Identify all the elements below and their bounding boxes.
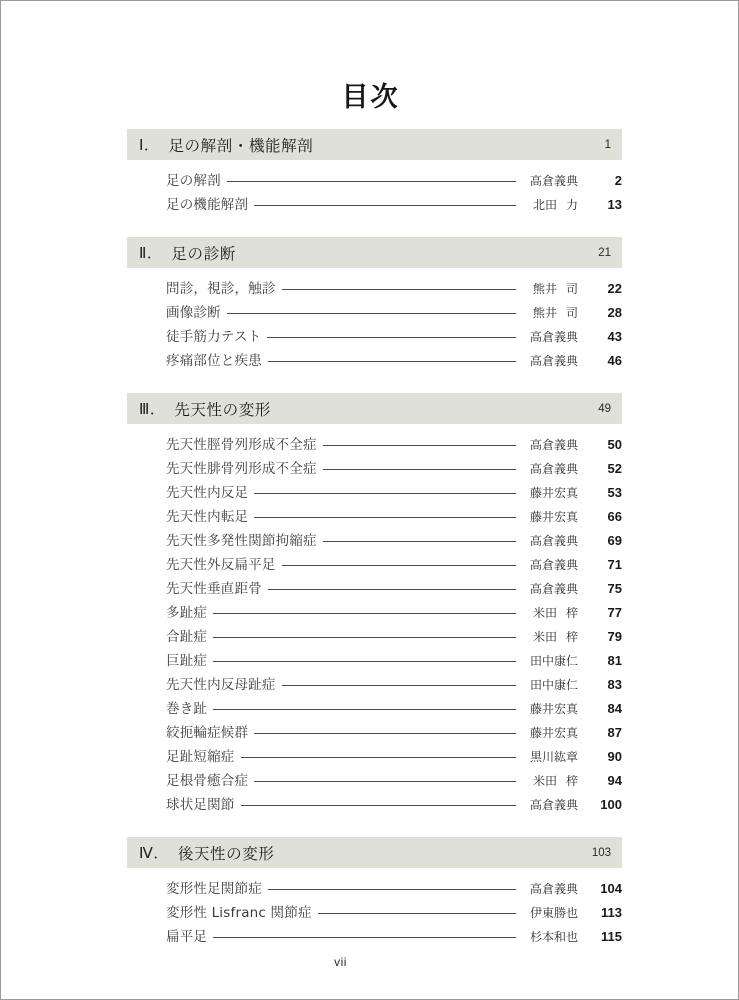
entry-title: 足趾短縮症	[166, 749, 235, 765]
entry-author: 高倉義典	[529, 462, 578, 476]
section-title: 足の診断	[171, 244, 236, 263]
section-title: 後天性の変形	[177, 844, 275, 863]
entry-author: 高倉義典	[529, 438, 578, 452]
footer-page-number: vii	[334, 955, 347, 969]
section-page-number: 1	[604, 138, 611, 151]
entry-author: 高倉義典	[529, 882, 578, 896]
toc-section	[127, 237, 622, 373]
leader-line	[323, 445, 516, 446]
section-header-band[interactable]	[127, 237, 622, 268]
section-page-number: 21	[598, 246, 611, 259]
section-entry-list	[127, 160, 622, 217]
section-header-band[interactable]	[127, 837, 622, 868]
leader-line	[213, 637, 516, 638]
toc-entry[interactable]	[127, 553, 622, 577]
toc-entry[interactable]	[127, 325, 622, 349]
section-roman-numeral: Ⅲ．	[139, 401, 166, 418]
entry-title: 先天性腓骨列形成不全症	[166, 461, 317, 477]
entry-page-number: 75	[607, 581, 622, 596]
toc-section	[127, 393, 622, 817]
toc-section	[127, 129, 622, 217]
toc-entry[interactable]	[127, 481, 622, 505]
entry-page-number: 53	[607, 485, 622, 500]
section-page-number: 103	[591, 846, 611, 859]
toc-entry[interactable]	[127, 793, 622, 817]
entry-page-number: 113	[601, 905, 622, 920]
entry-page-number: 94	[607, 773, 622, 788]
entry-author: 高倉義典	[529, 534, 578, 548]
leader-line	[254, 205, 516, 206]
entry-title: 徒手筋力テスト	[166, 329, 262, 345]
leader-line	[227, 313, 516, 314]
entry-title: 多趾症	[166, 605, 208, 621]
entry-title: 変形性 Lisfranc 関節症	[166, 905, 312, 921]
section-page-number: 49	[598, 402, 611, 415]
entry-title: 先天性内転足	[166, 509, 249, 525]
toc-section	[127, 837, 622, 949]
entry-title: 先天性外反扁平足	[166, 557, 276, 573]
toc-entry[interactable]	[127, 577, 622, 601]
entry-author: 杉本和也	[529, 930, 578, 944]
section-roman-numeral: Ⅳ．	[139, 845, 169, 862]
entry-title: 先天性脛骨列形成不全症	[166, 437, 317, 453]
entry-title: 問診，視診，触診	[166, 281, 276, 297]
leader-line	[213, 709, 516, 710]
leader-line	[282, 565, 516, 566]
leader-line	[213, 613, 516, 614]
leader-line	[254, 493, 516, 494]
entry-page-number: 104	[600, 881, 622, 896]
entry-author: 田中康仁	[529, 654, 578, 668]
leader-line	[268, 889, 516, 890]
page-title: 目次	[341, 82, 400, 113]
entry-page-number: 22	[607, 281, 622, 296]
entry-title: 球状足関節	[166, 797, 235, 813]
leader-line	[254, 733, 516, 734]
entry-author: 熊井 司	[532, 282, 578, 296]
entry-title: 変形性足関節症	[166, 881, 262, 897]
entry-author: 伊東勝也	[529, 906, 578, 920]
toc-entry[interactable]	[127, 301, 622, 325]
entry-author: 藤井宏真	[529, 702, 578, 716]
entry-title: 巨趾症	[166, 653, 208, 669]
section-header-band[interactable]	[127, 393, 622, 424]
entry-author: 田中康仁	[529, 678, 578, 692]
entry-author: 高倉義典	[529, 798, 578, 812]
toc-entry[interactable]	[127, 601, 622, 625]
entry-page-number: 46	[607, 353, 622, 368]
entry-page-number: 50	[607, 437, 622, 452]
toc-entry[interactable]	[127, 721, 622, 745]
entry-page-number: 79	[607, 629, 622, 644]
entry-author: 熊井 司	[532, 306, 578, 320]
leader-line	[282, 289, 516, 290]
entry-page-number: 84	[607, 701, 622, 716]
entry-page-number: 81	[607, 653, 622, 668]
toc-entry[interactable]	[127, 769, 622, 793]
entry-page-number: 87	[607, 725, 622, 740]
entry-author: 藤井宏真	[529, 726, 578, 740]
section-entry-list	[127, 268, 622, 373]
entry-title: 先天性内反足	[166, 485, 249, 501]
entry-page-number: 52	[607, 461, 622, 476]
entry-page-number: 71	[607, 557, 622, 572]
entry-author: 高倉義典	[529, 582, 578, 596]
toc-entry[interactable]	[127, 457, 622, 481]
entry-page-number: 115	[601, 929, 622, 944]
entry-page-number: 13	[607, 197, 622, 212]
entry-page-number: 100	[600, 797, 622, 812]
toc-entry[interactable]	[127, 625, 622, 649]
entry-title: 足の機能解剖	[166, 197, 249, 213]
toc-entry[interactable]	[127, 505, 622, 529]
entry-page-number: 69	[607, 533, 622, 548]
toc-entry[interactable]	[127, 697, 622, 721]
toc-entry[interactable]	[127, 349, 622, 373]
leader-line	[227, 181, 516, 182]
leader-line	[323, 469, 516, 470]
entry-page-number: 2	[614, 173, 622, 188]
entry-page-number: 43	[607, 329, 622, 344]
entry-author: 藤井宏真	[529, 486, 578, 500]
entry-title: 足根骨癒合症	[166, 773, 249, 789]
leader-line	[213, 661, 516, 662]
section-entry-list	[127, 868, 622, 949]
entry-title: 足の解剖	[166, 173, 221, 189]
entry-title: 先天性垂直距骨	[166, 581, 262, 597]
toc-entry[interactable]	[127, 529, 622, 553]
entry-author: 高倉義典	[529, 354, 578, 368]
leader-line	[268, 361, 516, 362]
leader-line	[241, 757, 517, 758]
entry-page-number: 28	[607, 305, 622, 320]
leader-line	[254, 517, 516, 518]
entry-author: 米田 梓	[532, 630, 578, 644]
entry-author: 米田 梓	[532, 774, 578, 788]
entry-author: 北田 力	[532, 198, 578, 212]
leader-line	[282, 685, 516, 686]
entry-title: 疼痛部位と疾患	[166, 353, 262, 369]
entry-page-number: 90	[607, 749, 622, 764]
toc-entry[interactable]	[127, 169, 622, 193]
entry-title: 合趾症	[166, 629, 208, 645]
entry-title: 先天性多発性関節拘縮症	[166, 533, 317, 549]
section-header-band[interactable]	[127, 129, 622, 160]
section-roman-numeral: Ⅱ．	[139, 245, 163, 262]
entry-title: 絞扼輪症候群	[166, 725, 249, 741]
toc-entry[interactable]	[127, 433, 622, 457]
toc-entry[interactable]	[127, 901, 622, 925]
entry-page-number: 77	[607, 605, 622, 620]
section-title: 足の解剖・機能解剖	[168, 136, 314, 155]
section-entry-list	[127, 424, 622, 817]
toc-entry[interactable]	[127, 649, 622, 673]
entry-title: 扁平足	[166, 929, 208, 945]
leader-line	[267, 337, 516, 338]
leader-line	[323, 541, 516, 542]
toc-entry[interactable]	[127, 277, 622, 301]
entry-author: 藤井宏真	[529, 510, 578, 524]
toc-entry[interactable]	[127, 925, 622, 949]
toc-entry[interactable]	[127, 745, 622, 769]
leader-line	[268, 589, 516, 590]
entry-author: 米田 梓	[532, 606, 578, 620]
entry-page-number: 83	[607, 677, 622, 692]
entry-title: 画像診断	[166, 305, 221, 321]
entry-author: 高倉義典	[529, 558, 578, 572]
leader-line	[241, 805, 517, 806]
entry-title: 先天性内反母趾症	[166, 677, 276, 693]
leader-line	[254, 781, 516, 782]
leader-line	[213, 937, 516, 938]
entry-page-number: 66	[607, 509, 622, 524]
entry-author: 高倉義典	[529, 330, 578, 344]
toc-entry[interactable]	[127, 673, 622, 697]
section-title: 先天性の変形	[174, 400, 271, 419]
table-of-contents	[127, 129, 622, 949]
toc-entry[interactable]	[127, 193, 622, 217]
leader-line	[318, 913, 516, 914]
entry-title: 巻き趾	[166, 701, 208, 717]
entry-author: 黒川紘章	[529, 750, 578, 764]
toc-entry[interactable]	[127, 877, 622, 901]
entry-author: 高倉義典	[529, 174, 578, 188]
section-roman-numeral: Ⅰ．	[139, 137, 160, 154]
